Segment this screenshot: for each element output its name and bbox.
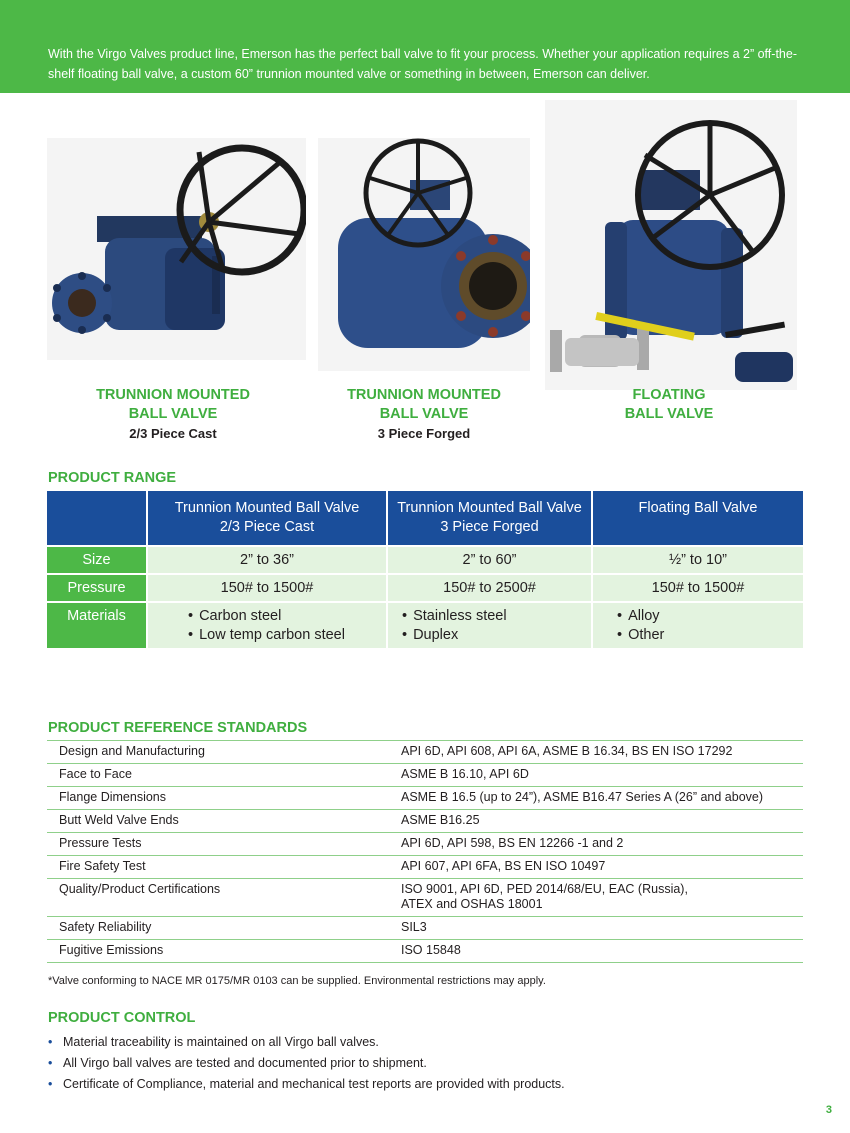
product-control-list — [48, 1032, 565, 1095]
bullet-icon: • — [48, 1077, 53, 1091]
materials-item: • Stainless steel — [402, 607, 507, 626]
materials-item: • Low temp carbon steel — [188, 626, 345, 645]
materials-item: • Duplex — [402, 626, 507, 645]
standards-row — [47, 940, 803, 963]
materials-cell — [592, 602, 803, 648]
pressure-value: 150# to 1500# — [592, 574, 803, 602]
product-title-line1: TRUNNION MOUNTED — [96, 387, 250, 403]
standard-value: ISO 15848 — [389, 940, 803, 963]
standards-row — [47, 741, 803, 764]
standard-value: ASME B 16.5 (up to 24”), ASME B16.47 Series A (26” and above) — [389, 787, 803, 810]
standard-value-cont: ATEX and OSHAS 18001 — [401, 897, 543, 911]
materials-cell — [387, 602, 592, 648]
standard-value: API 607, API 6FA, BS EN ISO 10497 — [389, 856, 803, 879]
size-value: 2” to 60” — [387, 546, 592, 574]
standard-name: Quality/Product Certifications — [47, 879, 389, 917]
product-range-table — [47, 491, 803, 648]
column-header-line1: Trunnion Mounted Ball Valve — [174, 500, 360, 516]
standards-row — [47, 833, 803, 856]
product-subtitle: 2/3 Piece Cast — [129, 426, 217, 441]
standard-name: Fugitive Emissions — [47, 940, 389, 963]
standard-name: Face to Face — [47, 764, 389, 787]
page-number: 3 — [825, 1104, 832, 1116]
control-item-text: All Virgo ball valves are tested and documented prior to shipment. — [63, 1056, 427, 1070]
standards-row — [47, 879, 803, 917]
column-header-line2: 3 Piece Forged — [440, 519, 539, 535]
range-column-header — [387, 491, 592, 546]
range-header-row — [47, 491, 803, 546]
product-title-line2: BALL VALVE — [624, 406, 714, 422]
standard-value: ISO 9001, API 6D, PED 2014/68/EU, EAC (Russia), — [401, 882, 688, 896]
pressure-label: Pressure — [47, 574, 147, 602]
materials-item: • Carbon steel — [188, 607, 345, 626]
product-title-line2: BALL VALVE — [128, 406, 218, 422]
bullet-icon: • — [48, 1035, 53, 1049]
standard-value: API 6D, API 598, BS EN 12266 -1 and 2 — [389, 833, 803, 856]
floating-valve-image — [545, 100, 797, 390]
standard-name: Fire Safety Test — [47, 856, 389, 879]
range-pressure-row — [47, 574, 803, 602]
range-column-header — [592, 491, 803, 546]
column-header-line1: Floating Ball Valve — [638, 500, 758, 516]
product-range-heading: PRODUCT RANGE — [48, 470, 177, 486]
standard-name: Pressure Tests — [47, 833, 389, 856]
control-item-text: Material traceability is maintained on all Virgo ball valves. — [63, 1035, 379, 1049]
intro-banner — [0, 0, 850, 93]
standard-value: ASME B 16.10, API 6D — [389, 764, 803, 787]
product-caption-1 — [53, 386, 293, 443]
column-header-line2: 2/3 Piece Cast — [219, 519, 315, 535]
range-materials-row — [47, 602, 803, 648]
materials-item: • Other — [617, 626, 664, 645]
standards-row — [47, 856, 803, 879]
control-item — [48, 1032, 565, 1053]
standards-row — [47, 917, 803, 940]
materials-list — [402, 607, 507, 645]
control-item — [48, 1074, 565, 1095]
standard-value: SIL3 — [389, 917, 803, 940]
nace-footnote: *Valve conforming to NACE MR 0175/MR 0103 can be supplied. Environmental restrictions may apply. — [48, 975, 546, 987]
product-caption-2 — [304, 386, 544, 443]
product-caption-3 — [549, 386, 789, 424]
size-value: ½” to 10” — [592, 546, 803, 574]
range-size-row — [47, 546, 803, 574]
materials-item: • Alloy — [617, 607, 664, 626]
standards-row — [47, 764, 803, 787]
pressure-value: 150# to 2500# — [387, 574, 592, 602]
intro-text: With the Virgo Valves product line, Emerson has the perfect ball valve to fit your process. Whether your application requires a 2” off-the-shelf floating ball valve, a custom 60” trunnion mounted valve or something in between, Emerson can deliver. — [48, 47, 797, 81]
standard-name: Butt Weld Valve Ends — [47, 810, 389, 833]
product-title-line1: FLOATING — [632, 387, 706, 403]
product-title-line2: BALL VALVE — [379, 406, 469, 422]
size-value: 2” to 36” — [147, 546, 387, 574]
standard-value: API 6D, API 608, API 6A, ASME B 16.34, BS EN ISO 17292 — [389, 741, 803, 764]
standard-name: Flange Dimensions — [47, 787, 389, 810]
control-item — [48, 1053, 565, 1074]
materials-cell — [147, 602, 387, 648]
standards-heading: PRODUCT REFERENCE STANDARDS — [48, 720, 308, 736]
trunnion-forged-valve-image — [318, 138, 530, 371]
range-corner-cell — [47, 491, 147, 546]
pressure-value: 150# to 1500# — [147, 574, 387, 602]
product-control-heading: PRODUCT CONTROL — [48, 1010, 196, 1026]
materials-list — [188, 607, 345, 645]
standards-row — [47, 810, 803, 833]
control-item-text: Certificate of Compliance, material and mechanical test reports are provided with products. — [63, 1077, 565, 1091]
product-subtitle: 3 Piece Forged — [377, 426, 471, 441]
standard-name: Safety Reliability — [47, 917, 389, 940]
standard-value: ASME B16.25 — [389, 810, 803, 833]
product-title-line1: TRUNNION MOUNTED — [347, 387, 501, 403]
standard-name: Design and Manufacturing — [47, 741, 389, 764]
standards-row — [47, 787, 803, 810]
materials-list — [617, 607, 664, 645]
size-label: Size — [47, 546, 147, 574]
bullet-icon: • — [48, 1056, 53, 1070]
materials-label: Materials — [47, 602, 147, 648]
range-column-header — [147, 491, 387, 546]
column-header-line1: Trunnion Mounted Ball Valve — [397, 500, 582, 516]
trunnion-cast-valve-image — [47, 138, 306, 360]
standards-table — [47, 740, 803, 963]
standard-value-cell — [389, 879, 803, 917]
